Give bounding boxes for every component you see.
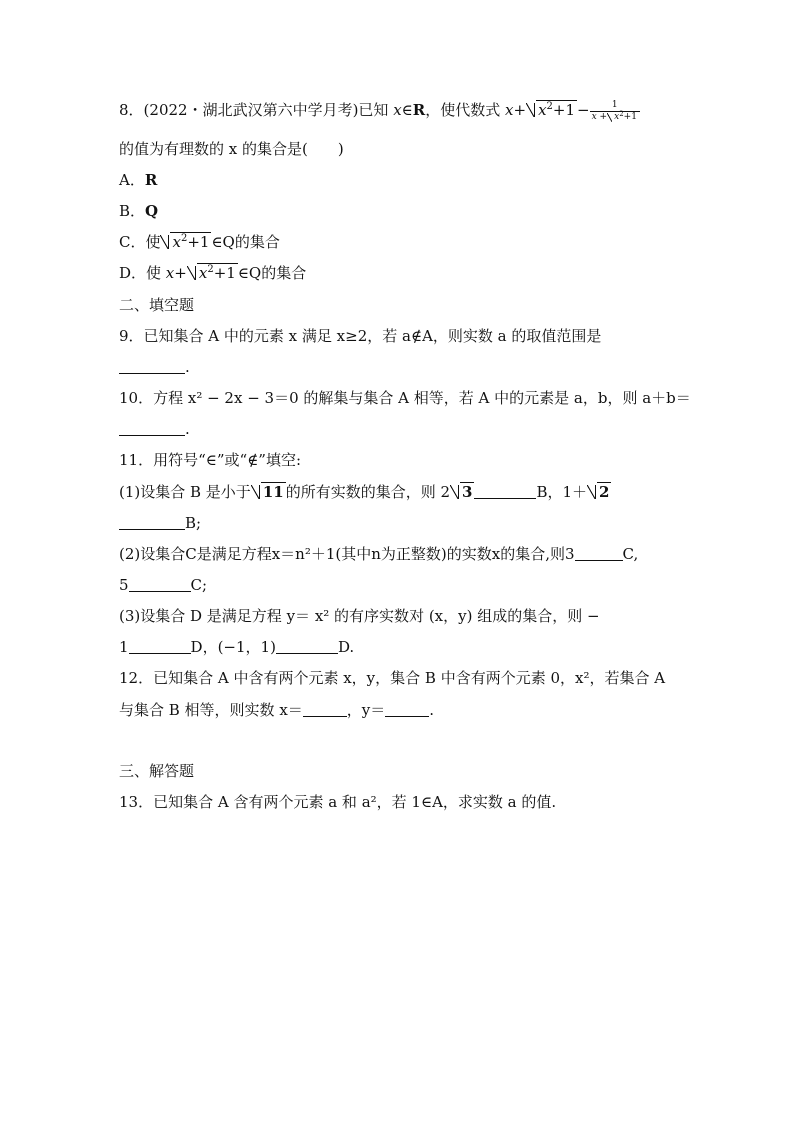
q8-line2: 的值为有理数的 x 的集合是( ) [119,140,344,158]
q10-line1: 10．方程 x² − 2x − 3＝0 的解集与集合 A 相等，若 A 中的元素是 a，b，则 a＋b＝ [119,389,691,407]
q9-line1: 9．已知集合 A 中的元素 x 满足 x≥2，若 a∉A，则实数 a 的取值范围是 [119,327,602,345]
q12-line1: 12．已知集合 A 中含有两个元素 x，y，集合 B 中含有两个元素 0，x²，若集合 A [119,669,666,687]
sqrt-expression: $x^2+1$ [526,99,577,121]
answer-blank[interactable] [119,359,185,374]
fraction: $\frac{1}{x + x^2+1}$ [590,100,640,123]
q13-line1: 13．已知集合 A 含有两个元素 a 和 a²，若 1∈A，求实数 a 的值. [119,793,557,811]
answer-blank[interactable] [474,484,536,499]
section-heading-solve: 三、解答题 [119,762,195,780]
answer-blank-y[interactable] [385,702,429,717]
answer-blank[interactable] [129,577,191,592]
q10-line2: . [119,418,190,440]
q9-line2: . [119,356,190,378]
answer-blank[interactable] [276,639,338,654]
answer-blank[interactable] [119,421,185,436]
answer-blank-x[interactable] [303,702,347,717]
q12-line2: 与集合 B 相等，则实数 x＝ ，y＝ . [119,701,435,719]
q11-intro: 11．用符号“∈”或“∉”填空: [119,451,302,469]
q11-part1-line1: (1)设集合 B 是小于 11 的所有实数的集合，则 2 3 B，1＋ 2 [119,483,610,501]
section-heading-fill-in: 二、填空题 [119,296,195,314]
answer-blank[interactable] [129,639,191,654]
answer-blank[interactable] [575,546,623,561]
answer-blank[interactable] [119,515,185,530]
q8-option-b: B．Q [119,202,159,220]
q11-part2-line2: 5 C; [119,576,208,594]
q8-option-d: D．使 $x+ x^2+1$ ∈Q的集合 [119,264,307,282]
q11-part1-line2: B; [119,512,201,534]
q8-option-c: C．使 $x^2+1$ ∈Q的集合 [119,233,280,251]
q11-part2-line1: (2)设集合C是满足方程x＝n²＋1(其中n为正整数)的实数x的集合,则3 C, [119,545,639,563]
q8-line1: 8．(2022・湖北武汉第六中学月考)已知 x∈R，使代数式 $x+ x^2+1$ − $\frac{1}{x + x^2+1}$ [119,99,640,123]
q11-part3-line1: (3)设集合 D 是满足方程 y＝ x² 的有序实数对 (x，y) 组成的集合，则 − [119,607,600,625]
q8-option-a: A．R [119,171,158,189]
q11-part3-line2: 1 D，(−1，1) D. [119,638,355,656]
